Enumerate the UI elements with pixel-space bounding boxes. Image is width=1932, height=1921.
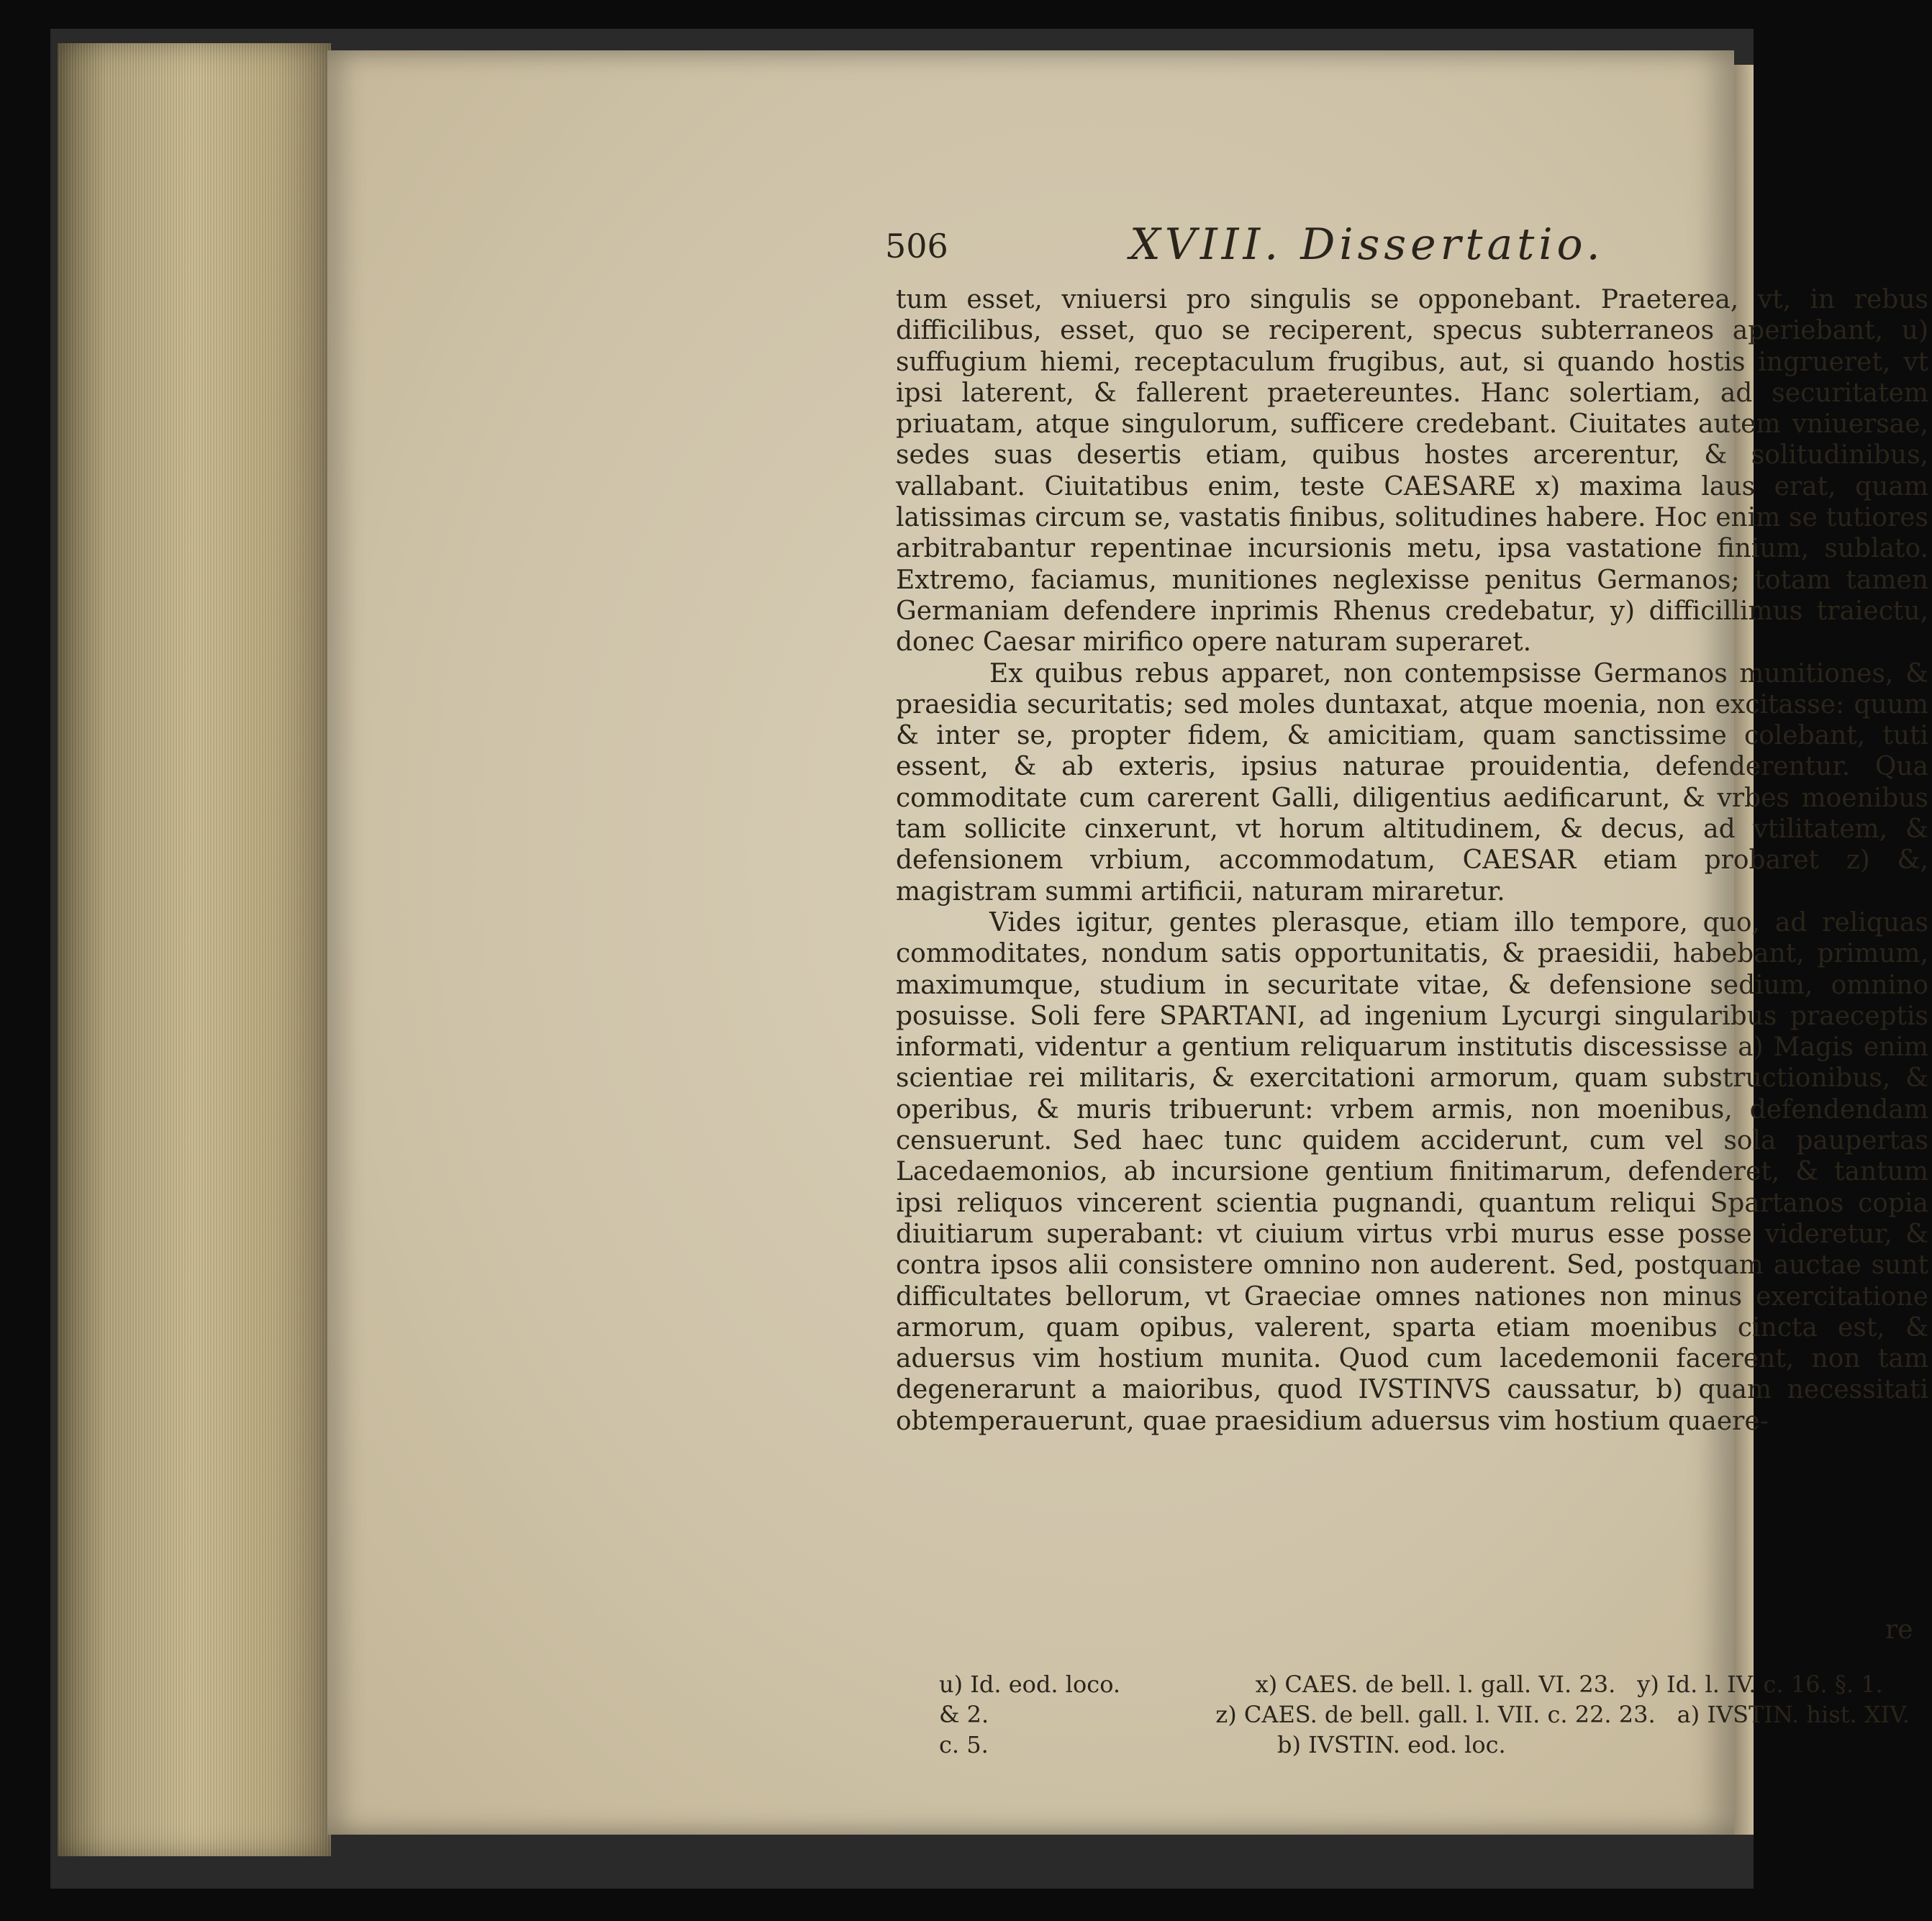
footnote-b: b) IVSTIN. eod. loc. [1277,1731,1506,1758]
catchword: re [1885,1615,1913,1645]
footnote-row [939,1699,1932,1730]
running-head-title: XVIII. Dissertatio. [1130,219,1605,270]
footnote-y: y) Id. l. IV. c. 16. §. 1. [1637,1671,1883,1698]
page-content [327,50,1928,1835]
footnote-u-cont: & 2. [939,1701,989,1728]
paragraph-1: tum esset, vniuersi pro singulis se opponebant. Praeterea, vt, in rebus difficilibus, esset, quo se reciperent, specus subterraneos aperiebant, u) suffugium hiemi, receptaculum frugibus, aut, si quando hostis ingrueret, vt ipsi laterent, & fallerent praetereuntes. Hanc solertiam, ad securitatem priuatam, atque singulorum, sufficere credebant. Ciuitates autem vniuersae, sedes suas desertis etiam, quibus hostes arcerentur, & solitudinibus, vallabant. Ciuitatibus enim, teste CAESARE x) maxima laus erat, quam latissimas circum se, vastatis finibus, solitudines habere. Hoc enim se tutiores arbitrabantur repentinae incursionis metu, ipsa vastatione finium, sublato. Extremo, faciamus, munitiones neglexisse penitus Germanos; totam tamen Germaniam defendere inprimis Rhenus credebatur, y) difficillimus traiectu, donec Caesar mirifico opere naturam superaret. [896,285,1928,658]
footnote-x: x) CAES. de bell. l. gall. VI. 23. [1255,1671,1616,1698]
footnote-a-cont: c. 5. [939,1731,989,1758]
footnote-row [939,1669,1932,1699]
footnotes [939,1669,1932,1760]
footnote-a: a) IVSTIN. hist. XIV. [1677,1701,1910,1728]
running-head [885,219,1921,270]
paragraph-3: Vides igitur, gentes plerasque, etiam illo tempore, quo, ad reliquas commoditates, nondum satis opportunitatis, & praesidii, habebant, primum, maximumque, studium in securitate vitae, & defensione sedium, omnino posuisse. Soli fere SPARTANI, ad ingenium Lycurgi singularibus praeceptis informati, videntur a gentium reliquarum institutis discessisse a) Magis enim scientiae rei militaris, & exercitationi armorum, quam substructionibus, & operibus, & muris tribuerunt: vrbem armis, non moenibus, defendendam censuerunt. Sed haec tunc quidem acciderunt, cum vel sola paupertas Lacedaemonios, ab incursione gentium finitimarum, defenderet, & tantum ipsi reliquos vincerent scientia pugnandi, quantum reliqui Spartanos copia diuitiarum superabant: vt ciuium virtus vrbi murus esse posse videretur, & contra ipsos alii consistere omnino non auderent. Sed, postquam auctae sunt difficultates bellorum, vt Graeciae omnes nationes non minus exercitatione armorum, quam opibus, valerent, sparta etiam moenibus cincta est, & aduersus vim hostium munita. Quod cum lacedemonii facerent, non tam degenerarunt a maioribus, quod IVSTINVS caussatur, b) quam necessitati obtemperauerunt, quae praesidium aduersus vim hostium quaere- [896,907,1928,1436]
footnote-u: u) Id. eod. loco. [939,1671,1121,1698]
footnote-empty [1615,1730,1932,1760]
book-page [327,50,1928,1835]
paragraph-2: Ex quibus rebus apparet, non contempsisse Germanos munitiones, & praesidia securitatis; sed moles duntaxat, atque moenia, non excitasse: quum & inter se, propter fidem, & amicitiam, quam sanctissime colebant, tuti essent, & ab exteris, ipsius naturae prouidentia, defenderentur. Qua commoditate cum carerent Galli, diligentius aedificarunt, & vrbes moenibus tam sollicite cinxerunt, vt horum altitudinem, & decus, ad vtilitatem, & defensionem vrbium, accommodatum, CAESAR etiam probaret z) &, magistram summi artificii, naturam miraretur. [896,658,1928,907]
body-text [896,284,1928,1437]
footnote-row [939,1730,1932,1760]
page-edges [58,43,331,1856]
page-number: 506 [885,227,948,265]
footnote-z: z) CAES. de bell. gall. l. VII. c. 22. 23. [1215,1701,1656,1728]
